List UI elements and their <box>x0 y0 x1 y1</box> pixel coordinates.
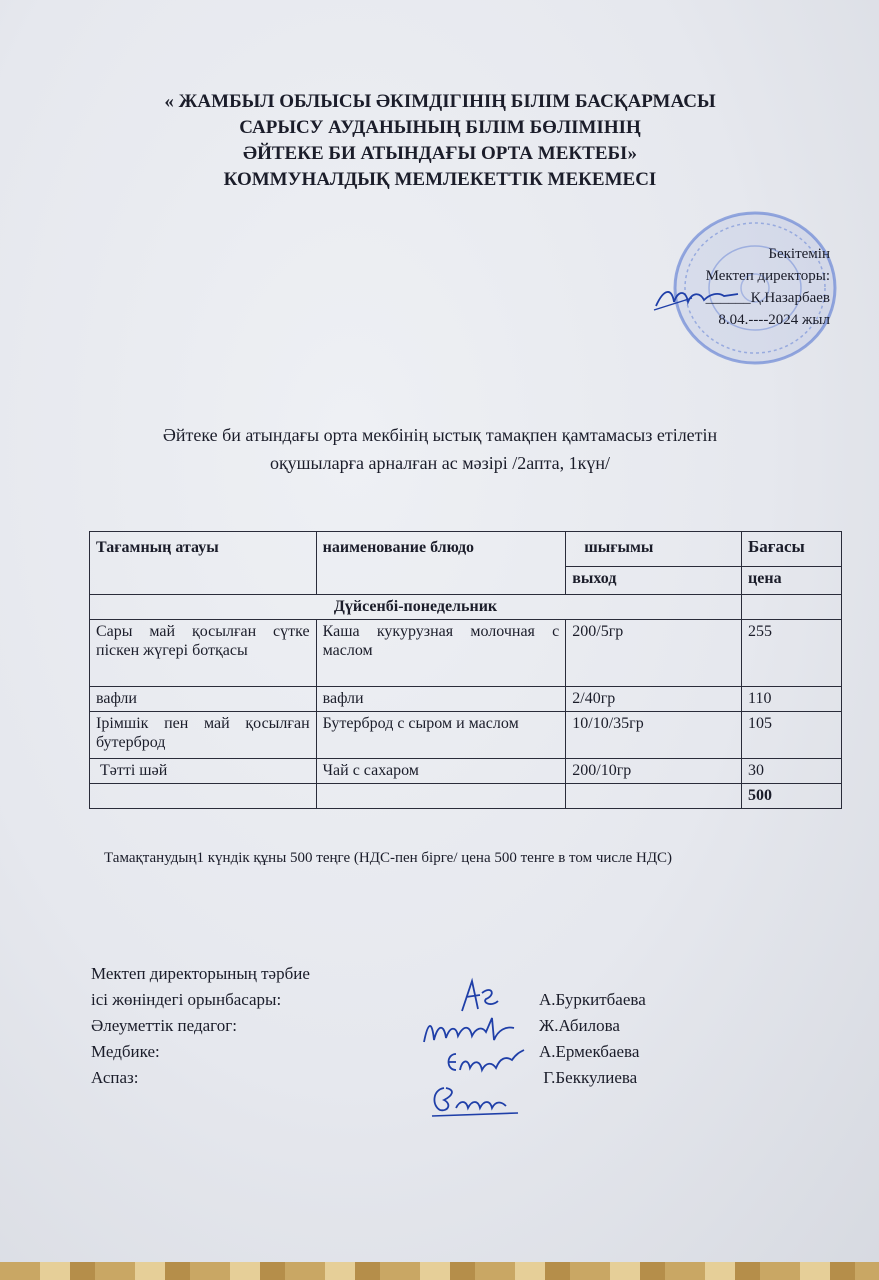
dish-ru: Бутерброд с сыром и маслом <box>316 712 566 759</box>
dish-ru: Каша кукурузная молочная с маслом <box>316 620 566 687</box>
approval-line: 8.04.----2024 жыл <box>718 312 830 328</box>
staff-role: Мектеп директорының тәрбие <box>91 964 310 983</box>
dish-kz: Сары май қосылған сүтке піскен жүгері ботқасы <box>90 620 317 687</box>
table-header-row <box>90 532 842 567</box>
dish-output: 2/40гр <box>566 687 742 712</box>
dish-price: 30 <box>742 759 842 784</box>
staff-name: А.Ермекбаева <box>539 1042 640 1061</box>
dish-price: 255 <box>742 620 842 687</box>
staff-role: Әлеуметтік педагог: <box>91 1016 237 1035</box>
approval-line: ______Қ.Назарбаев <box>705 290 830 306</box>
dish-output: 10/10/35гр <box>566 712 742 759</box>
deputy-signature-icon <box>452 975 502 1015</box>
staff-role: ісі жөніндегі орынбасары: <box>91 990 282 1009</box>
header-line: « ЖАМБЫЛ ОБЛЫСЫ ӘКІМДІГІНІҢ БІЛІМ БАСҚАРМАСЫ <box>164 91 716 112</box>
column-header-ru: наименование блюдо <box>316 532 566 595</box>
price-note: Тамақтанудың1 күндік құны 500 теңге (НДС-пен бірге/ цена 500 тенге в том числе НДС) <box>104 850 673 866</box>
staff-row <box>91 1013 691 1039</box>
column-subheader-output: выход <box>566 566 742 594</box>
menu-title-line: Әйтеке би атындағы орта мекбінің ыстық тамақпен қамтамасыз етілетін <box>162 425 718 445</box>
dish-ru: вафли <box>316 687 566 712</box>
institution-header <box>100 89 780 193</box>
cook-signature-icon <box>428 1080 524 1120</box>
staff-name: Г.Беккулиева <box>539 1068 638 1087</box>
empty-cell <box>316 784 566 809</box>
column-header-price: Бағасы <box>742 532 842 567</box>
staff-row <box>91 961 691 987</box>
column-subheader-price: цена <box>742 566 842 594</box>
menu-table <box>89 531 842 809</box>
menu-title <box>100 421 780 477</box>
staff-signatures <box>91 961 691 1091</box>
dish-output: 200/5гр <box>566 620 742 687</box>
day-label: Дүйсенбі-понедельник <box>90 595 742 620</box>
staff-name: А.Буркитбаева <box>539 990 646 1009</box>
dish-kz: Ірімшік пен май қосылған бутерброд <box>90 712 317 759</box>
table-row <box>90 687 842 712</box>
total-row <box>90 784 842 809</box>
dish-price: 110 <box>742 687 842 712</box>
social-pedagogue-signature-icon <box>418 1012 518 1048</box>
dish-price: 105 <box>742 712 842 759</box>
header-line: САРЫСУ АУДАНЫНЫҢ БІЛІМ БӨЛІМІНІҢ <box>239 117 641 138</box>
staff-row <box>91 987 691 1013</box>
director-signature-icon <box>652 280 742 314</box>
empty-cell <box>90 784 317 809</box>
staff-role: Медбике: <box>91 1042 160 1061</box>
dish-kz: вафли <box>90 687 317 712</box>
header-line: ӘЙТЕКЕ БИ АТЫНДАҒЫ ОРТА МЕКТЕБІ» <box>243 143 637 164</box>
dish-kz: Тәтті шәй <box>90 759 317 784</box>
table-row <box>90 712 842 759</box>
table-row <box>90 620 842 687</box>
table-row <box>90 759 842 784</box>
total-price: 500 <box>742 784 842 809</box>
nurse-signature-icon <box>442 1044 526 1078</box>
staff-name: Ж.Абилова <box>539 1016 620 1035</box>
dish-output: 200/10гр <box>566 759 742 784</box>
approval-line: Бекітемін <box>768 246 830 262</box>
empty-cell <box>742 595 842 620</box>
menu-title-line: оқушыларға арналған ас мәзірі /2апта, 1күн/ <box>269 453 611 473</box>
header-line: КОММУНАЛДЫҚ МЕМЛЕКЕТТІК МЕКЕМЕСІ <box>223 169 657 190</box>
column-header-kz: Тағамның атауы <box>90 532 317 595</box>
staff-role: Аспаз: <box>91 1068 139 1087</box>
background-floor <box>0 1262 879 1280</box>
staff-row <box>91 1065 691 1091</box>
day-row <box>90 595 842 620</box>
dish-ru: Чай с сахаром <box>316 759 566 784</box>
approval-line: Мектеп директоры: <box>705 268 830 284</box>
staff-row <box>91 1039 691 1065</box>
column-header-output: шығымы <box>566 532 742 567</box>
empty-cell <box>566 784 742 809</box>
